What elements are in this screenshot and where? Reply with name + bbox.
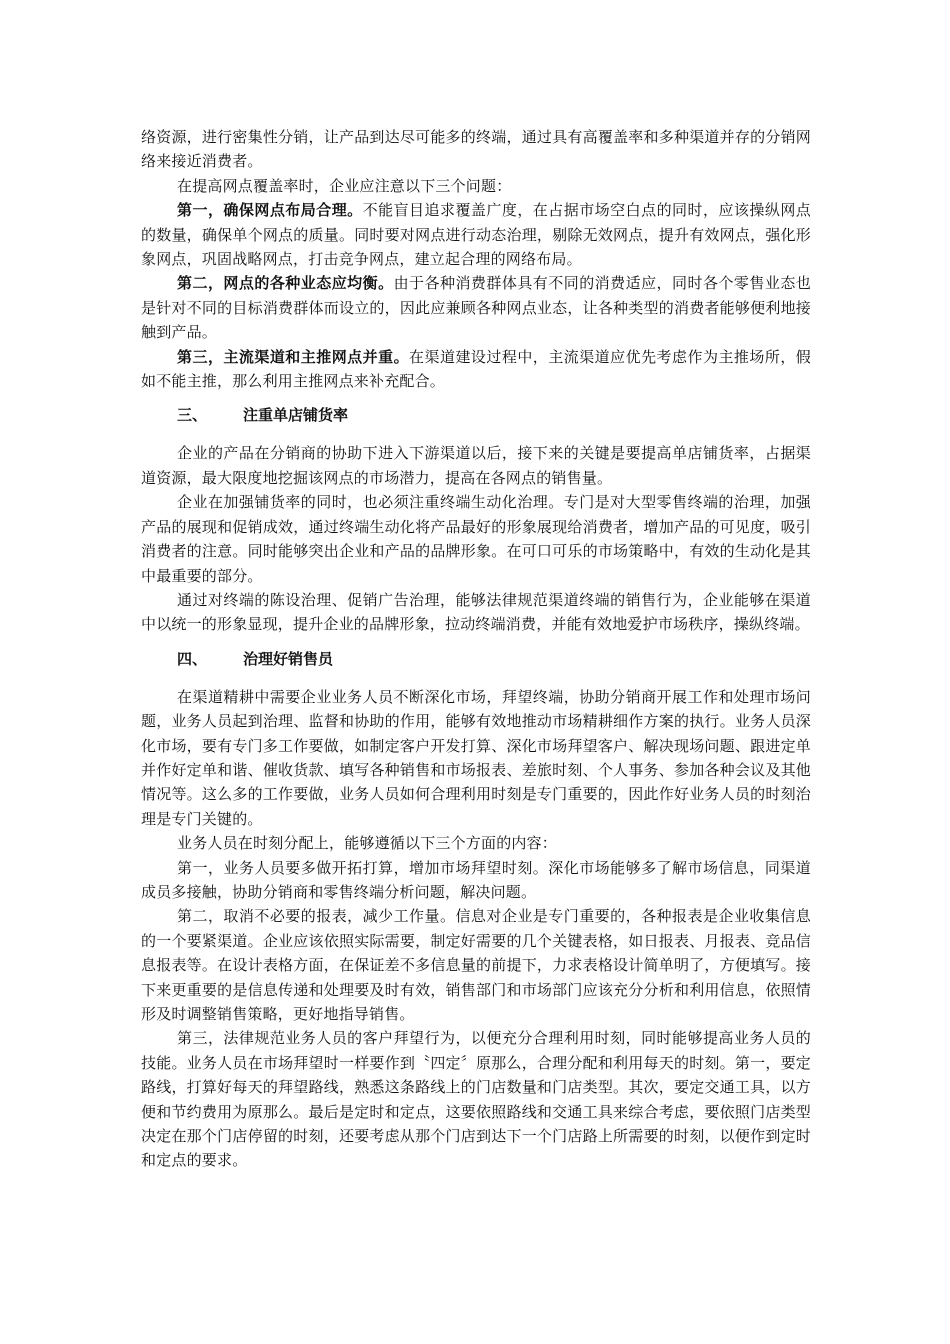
paragraph: 业务人员在时刻分配上，能够遵循以下三个方面的内容： [177,834,558,853]
section-title: 治理好销售员 [243,649,334,668]
paragraph: 企业的产品在分销商的协助下进入下游渠道以后，接下来的关键是要提高单店铺货率，占据渠道资源，最大限度地挖掘该网点的市场潜力，提高在各网点的销售量。 [141,444,811,487]
paragraph: 第一，业务人员要多做开拓打算，增加市场拜望时刻。深化市场能够多了解市场信息，同渠道成员多接触，协助分销商和零售终端分析问题，解决问题。 [141,858,811,901]
paragraph: 通过对终端的陈设治理、促销广告治理，能够法律规范渠道终端的销售行为，企业能够在渠道中以统一的形象显现，提升企业的品牌形象，拉动终端消费，并能有效地爱护市场秩序，操纵终端。 [141,590,811,634]
paragraph-text: 在渠道建设过程中，主流渠道应优先考虑作为主推场所，假如不能主推，那么利用主推网点来补充配合。 [141,347,811,391]
document-page [141,125,811,1173]
bold-lead: 第二，网点的各种业态应均衡。 [177,274,394,293]
paragraph: 络资源，进行密集性分销，让产品到达尽可能多的终端，通过具有高覆盖率和多种渠道并存的分销网络来接近消费者。 [141,128,811,171]
paragraph: 在提高网点覆盖率时，企业应注意以下三个问题： [177,176,512,195]
paragraph [141,345,811,394]
paragraph [141,271,811,344]
section-heading [141,403,811,427]
bold-lead: 第一，确保网点布局合理。 [177,201,363,220]
section-number: 四、 [177,649,208,668]
paragraph: 在渠道精耕中需要企业业务人员不断深化市场，拜望终端，协助分销商开展工作和处理市场问题，业务人员起到治理、监督和协助的作用，能够有效地推动市场精耕细作方案的执行。业务人员深化市场，要有专门多工作要做，如制定客户开发打算、深化市场拜望客户、解决现场问题、跟进定单并作好定单和谐、催收货款、填写各种销售和市场报表、差旅时刻、个人事务、参加各种会议及其他情况等。这么多的工作要做，业务人员如何合理利用时刻是专门重要的，因此作好业务人员的时刻治理是专门关键的。 [141,687,811,828]
section-title: 注重单店铺货率 [243,406,349,425]
paragraph-text: 不能盲目追求覆盖广度，在占据市场空白点的同时，应该操纵网点的数量，确保单个网点的质量。同时要对网点进行动态治理，剔除无效网点，提升有效网点，强化形象网点，巩固战略网点，打击竞争网点，建立起合理的网络布局。 [141,201,811,269]
bold-lead: 第三，主流渠道和主推网点并重。 [177,347,410,366]
paragraph: 企业在加强铺货率的同时，也必须注重终端生动化治理。专门是对大型零售终端的治理，加强产品的展现和促销成效，通过终端生动化将产品最好的形象展现给消费者，增加产品的可见度，吸引消费者的注意。同时能够突出企业和产品的品牌形象。在可口可乐的市场策略中，有效的生动化是其中最重要的部分。 [141,493,811,585]
section-heading [141,647,811,671]
paragraph: 第三，法律规范业务人员的客户拜望行为，以便充分合理利用时刻，同时能够提高业务人员的技能。业务人员在市场拜望时一样要作到〝四定〞原那么，合理分配和利用每天的时刻。第一，要定路线，打算好每天的拜望路线，熟悉这条路线上的门店数量和门店类型。其次，要定交通工具，以方便和节约费用为原那么。最后是定时和定点，这要依照路线和交通工具来综合考虑，要依照门店类型决定在那个门店停留的时刻，还要考虑从那个门店到达下一个门店路上所需要的时刻，以便作到定时和定点的要求。 [141,1029,811,1170]
paragraph-text: 由于各种消费群体具有不同的消费适应，同时各个零售业态也是针对不同的目标消费群体而设立的，因此应兼顾各种网点业态，让各种类型的消费者能够便利地接触到产品。 [141,274,811,342]
section-number: 三、 [177,406,208,425]
paragraph: 第二，取消不必要的报表，减少工作量。信息对企业是专门重要的，各种报表是企业收集信息的一个要紧渠道。企业应该依照实际需要，制定好需要的几个关键表格，如日报表、月报表、竞品信息报表等。在设计表格方面，在保证差不多信息量的前提下，力求表格设计简单明了，方便填写。接下来更重要的是信息传递和处理要及时有效，销售部门和市场部门应该充分分析和利用信息，依照情形及时调整销售策略，更好地指导销售。 [141,907,811,1023]
paragraph [141,198,811,271]
